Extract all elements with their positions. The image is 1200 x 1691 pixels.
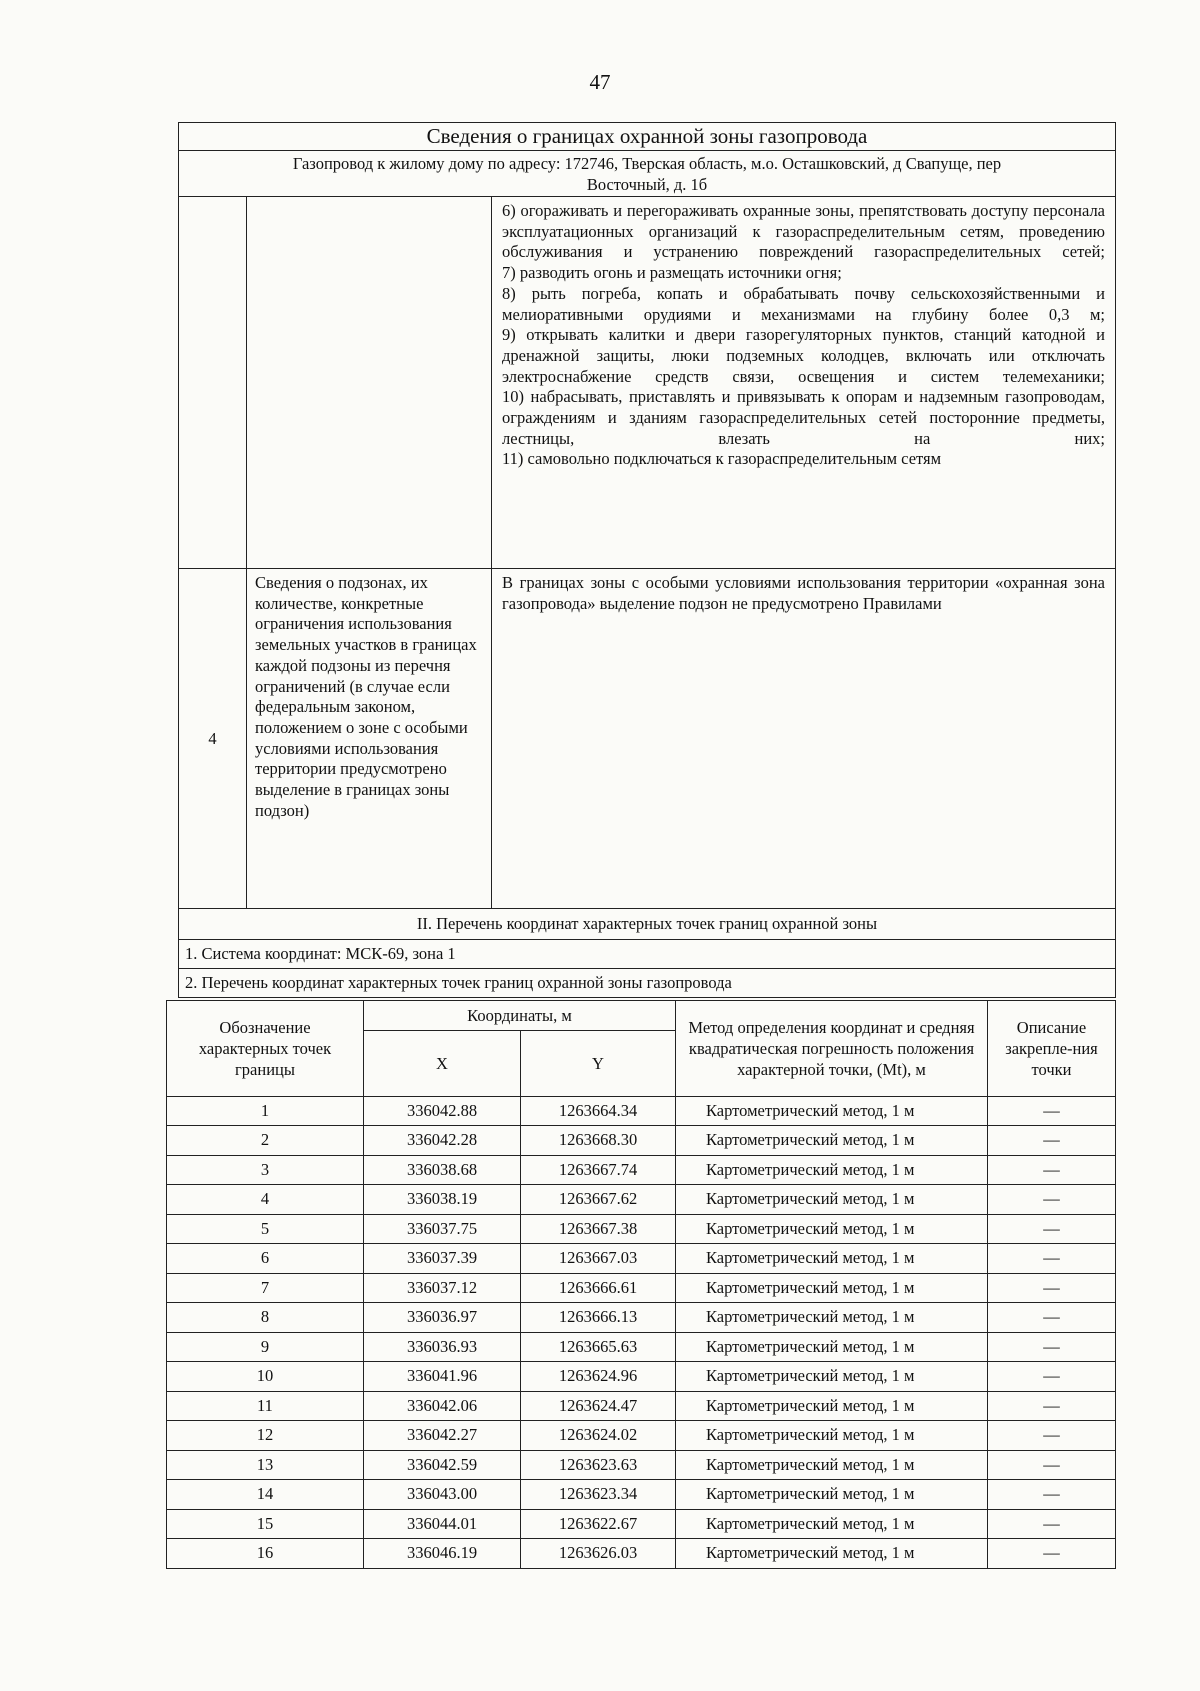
point-y: 1263624.02 [521,1421,676,1451]
point-x: 336042.59 [364,1450,521,1480]
point-x: 336042.06 [364,1391,521,1421]
zone-info-table [178,122,1116,998]
point-y: 1263666.13 [521,1303,676,1333]
table-row [167,1214,1116,1244]
table-row [167,1273,1116,1303]
point-x: 336044.01 [364,1509,521,1539]
point-number: 4 [167,1185,364,1215]
table-row [167,1303,1116,1333]
point-method: Картометрический метод, 1 м [676,1303,988,1333]
coordinates-table [166,1000,1116,1569]
point-y: 1263623.63 [521,1450,676,1480]
point-x: 336037.39 [364,1244,521,1274]
point-description: — [988,1303,1116,1333]
row-number: 4 [179,569,247,909]
point-number: 16 [167,1539,364,1569]
table-row [167,1332,1116,1362]
subzones-value [492,569,1116,909]
restriction-item: 10) набрасывать, приставлять и привязывать к опорам и надземным газопроводам, ограждениям и зданиям газораспределительных сетей посторонние предметы, лестницы, влезать на них; [502,387,1106,448]
table-row [167,1155,1116,1185]
address-line-2: Восточный, д. 1б [586,175,708,194]
table-row [167,1096,1116,1126]
point-y: 1263666.61 [521,1273,676,1303]
point-method: Картометрический метод, 1 м [676,1214,988,1244]
point-y: 1263624.96 [521,1362,676,1392]
point-x: 336036.97 [364,1303,521,1333]
table-row [167,1480,1116,1510]
point-y: 1263668.30 [521,1126,676,1156]
point-description: — [988,1450,1116,1480]
point-number: 6 [167,1244,364,1274]
coordinate-system: 1. Система координат: МСК-69, зона 1 [179,940,1116,969]
point-description: — [988,1126,1116,1156]
point-method: Картометрический метод, 1 м [676,1539,988,1569]
point-number: 7 [167,1273,364,1303]
point-number: 1 [167,1096,364,1126]
header-method-text: Метод определения координат и средняя квадратическая погрешность положения характерной точки, (Mt), м [688,1017,975,1079]
point-x: 336037.75 [364,1214,521,1244]
point-description: — [988,1273,1116,1303]
point-number: 2 [167,1126,364,1156]
address-line-1: Газопровод к жилому дому по адресу: 172746, Тверская область, м.о. Осташковский, д Свапуще, пер [292,154,1002,173]
point-y: 1263667.03 [521,1244,676,1274]
point-method: Картометрический метод, 1 м [676,1450,988,1480]
row-number-empty [179,197,247,569]
point-description: — [988,1480,1116,1510]
point-description: — [988,1421,1116,1451]
table-row [167,1362,1116,1392]
point-method: Картометрический метод, 1 м [676,1391,988,1421]
header-method [676,1001,988,1097]
row-label-empty [247,197,492,569]
point-method: Картометрический метод, 1 м [676,1096,988,1126]
point-description: — [988,1096,1116,1126]
point-number: 10 [167,1362,364,1392]
document-title: Сведения о границах охранной зоны газопровода [179,123,1116,151]
table-row [167,1509,1116,1539]
point-method: Картометрический метод, 1 м [676,1244,988,1274]
header-y: Y [521,1030,676,1096]
point-number: 9 [167,1332,364,1362]
points-list-title: 2. Перечень координат характерных точек границ охранной зоны газопровода [179,969,1116,998]
point-x: 336043.00 [364,1480,521,1510]
point-number: 12 [167,1421,364,1451]
point-method: Картометрический метод, 1 м [676,1155,988,1185]
point-number: 14 [167,1480,364,1510]
point-x: 336038.68 [364,1155,521,1185]
restriction-item: 9) открывать калитки и двери газорегуляторных пунктов, станций катодной и дренажной защиты, люки подземных колодцев, включать или отключать электроснабжение средств связи, освещения и систем телемеханики; [502,325,1106,386]
point-x: 336042.27 [364,1421,521,1451]
restrictions-cell [492,197,1116,569]
point-description: — [988,1332,1116,1362]
point-y: 1263664.34 [521,1096,676,1126]
point-method: Картометрический метод, 1 м [676,1185,988,1215]
point-description: — [988,1244,1116,1274]
point-method: Картометрический метод, 1 м [676,1332,988,1362]
point-y: 1263626.03 [521,1539,676,1569]
point-method: Картометрический метод, 1 м [676,1480,988,1510]
table-row [167,1391,1116,1421]
point-x: 336042.88 [364,1096,521,1126]
point-y: 1263667.62 [521,1185,676,1215]
restriction-item: 7) разводить огонь и размещать источники огня; [502,263,842,283]
point-y: 1263665.63 [521,1332,676,1362]
point-x: 336037.12 [364,1273,521,1303]
point-description: — [988,1155,1116,1185]
point-method: Картометрический метод, 1 м [676,1126,988,1156]
point-method: Картометрический метод, 1 м [676,1509,988,1539]
restriction-item: 6) огораживать и перегораживать охранные зоны, препятствовать доступу персонала эксплуатационных организаций к газораспределительным сетям, проведению обслуживания и устранению повреждений газораспределительных сетей; [502,201,1106,262]
table-row [167,1539,1116,1569]
point-number: 15 [167,1509,364,1539]
restriction-item: 11) самовольно подключаться к газораспределительным сетям [502,449,942,469]
point-description: — [988,1214,1116,1244]
object-address [179,151,1116,197]
point-y: 1263624.47 [521,1391,676,1421]
point-x: 336042.28 [364,1126,521,1156]
section-2-title: II. Перечень координат характерных точек границ охранной зоны [179,909,1116,940]
point-y: 1263623.34 [521,1480,676,1510]
page-number: 47 [589,70,611,94]
restriction-item: 8) рыть погреба, копать и обрабатывать почву сельскохозяйственными и мелиоративными орудиями и механизмами на глубину более 0,3 м; [502,283,1106,324]
point-description: — [988,1362,1116,1392]
subzones-label: Сведения о подзонах, их количестве, конкретные ограничения использования земельных участков в границах каждой подзоны из перечня ограничений (в случае если федеральным законом, положением о зоне с особыми условиями использования территории предусмотрено выделение в границах зоны подзон) [247,569,492,909]
point-number: 5 [167,1214,364,1244]
point-number: 3 [167,1155,364,1185]
table-row [167,1244,1116,1274]
point-description: — [988,1509,1116,1539]
table-row [167,1126,1116,1156]
subzones-text: В границах зоны с особыми условиями использования территории «охранная зона газопровода» выделение подзон не предусмотрено Правилами [502,573,1106,613]
point-number: 11 [167,1391,364,1421]
point-x: 336046.19 [364,1539,521,1569]
point-y: 1263667.38 [521,1214,676,1244]
coordinate-rows [167,1096,1116,1568]
point-description: — [988,1539,1116,1569]
table-row [167,1450,1116,1480]
header-point: Обозначение характерных точек границы [167,1001,364,1097]
table-row [167,1185,1116,1215]
point-x: 336036.93 [364,1332,521,1362]
header-coords: Координаты, м [364,1001,676,1031]
point-method: Картометрический метод, 1 м [676,1273,988,1303]
point-description: — [988,1391,1116,1421]
point-method: Картометрический метод, 1 м [676,1362,988,1392]
point-x: 336038.19 [364,1185,521,1215]
point-y: 1263667.74 [521,1155,676,1185]
header-x: X [364,1030,521,1096]
point-x: 336041.96 [364,1362,521,1392]
point-number: 13 [167,1450,364,1480]
point-method: Картометрический метод, 1 м [676,1421,988,1451]
point-description: — [988,1185,1116,1215]
point-number: 8 [167,1303,364,1333]
table-row [167,1421,1116,1451]
point-y: 1263622.67 [521,1509,676,1539]
header-description: Описание закрепле-ния точки [988,1001,1116,1097]
